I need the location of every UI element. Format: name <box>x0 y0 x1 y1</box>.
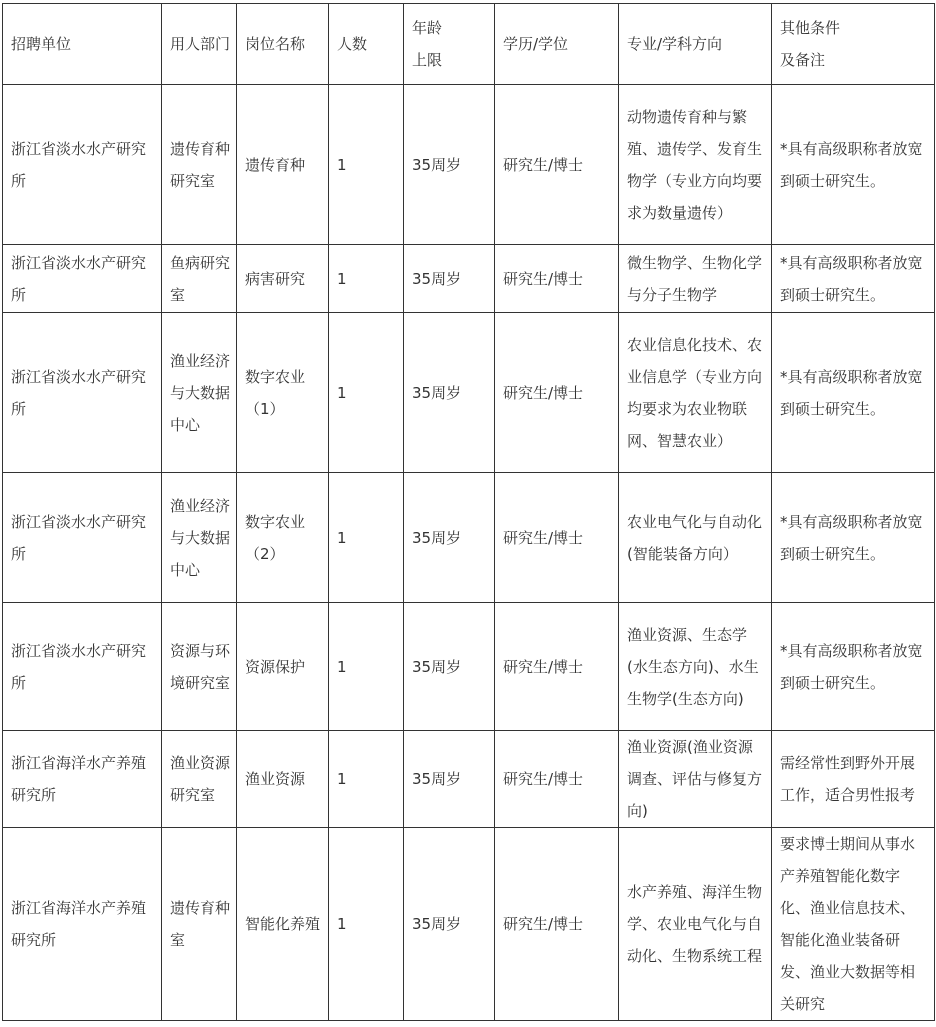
cell-major: 渔业资源、生态学(水生态方向)、水生生物学(生态方向) <box>619 603 772 731</box>
table-header-row <box>3 4 935 85</box>
cell-position: 病害研究 <box>237 245 329 313</box>
table-row <box>3 473 935 603</box>
table-row <box>3 828 935 1021</box>
cell-degree: 研究生/博士 <box>495 731 619 828</box>
cell-count: 1 <box>329 313 404 473</box>
cell-major: 微生物学、生物化学与分子生物学 <box>619 245 772 313</box>
cell-age: 35周岁 <box>404 473 495 603</box>
cell-count: 1 <box>329 603 404 731</box>
table-row <box>3 85 935 245</box>
cell-position: 渔业资源 <box>237 731 329 828</box>
cell-unit: 浙江省淡水水产研究所 <box>3 85 162 245</box>
cell-position: 数字农业（2） <box>237 473 329 603</box>
header-age <box>404 4 495 85</box>
cell-degree: 研究生/博士 <box>495 313 619 473</box>
cell-count: 1 <box>329 245 404 313</box>
cell-degree: 研究生/博士 <box>495 473 619 603</box>
cell-unit: 浙江省淡水水产研究所 <box>3 313 162 473</box>
cell-unit: 浙江省海洋水产养殖研究所 <box>3 828 162 1021</box>
header-major: 专业/学科方向 <box>619 4 772 85</box>
header-department: 用人部门 <box>162 4 237 85</box>
cell-degree: 研究生/博士 <box>495 828 619 1021</box>
cell-count: 1 <box>329 473 404 603</box>
cell-other: 要求博士期间从事水产养殖智能化数字化、渔业信息技术、智能化渔业装备研发、渔业大数据等相关研究 <box>772 828 935 1021</box>
cell-other: *具有高级职称者放宽到硕士研究生。 <box>772 603 935 731</box>
cell-other: *具有高级职称者放宽到硕士研究生。 <box>772 313 935 473</box>
cell-department: 渔业资源研究室 <box>162 731 237 828</box>
cell-degree: 研究生/博士 <box>495 245 619 313</box>
cell-department: 渔业经济与大数据中心 <box>162 473 237 603</box>
cell-other: *具有高级职称者放宽到硕士研究生。 <box>772 473 935 603</box>
recruitment-table <box>2 3 935 1021</box>
cell-count: 1 <box>329 85 404 245</box>
header-other-line2: 及备注 <box>780 51 826 69</box>
cell-other: *具有高级职称者放宽到硕士研究生。 <box>772 245 935 313</box>
cell-other: *具有高级职称者放宽到硕士研究生。 <box>772 85 935 245</box>
cell-major: 动物遗传育种与繁殖、遗传学、发育生物学（专业方向均要求为数量遗传） <box>619 85 772 245</box>
cell-position: 资源保护 <box>237 603 329 731</box>
cell-department: 资源与环境研究室 <box>162 603 237 731</box>
header-other <box>772 4 935 85</box>
cell-age: 35周岁 <box>404 245 495 313</box>
cell-department: 遗传育种室 <box>162 828 237 1021</box>
cell-department: 鱼病研究室 <box>162 245 237 313</box>
cell-major: 农业电气化与自动化(智能装备方向） <box>619 473 772 603</box>
header-count: 人数 <box>329 4 404 85</box>
cell-major: 农业信息化技术、农业信息学（专业方向均要求为农业物联网、智慧农业） <box>619 313 772 473</box>
cell-position: 遗传育种 <box>237 85 329 245</box>
cell-age: 35周岁 <box>404 828 495 1021</box>
header-degree: 学历/学位 <box>495 4 619 85</box>
cell-unit: 浙江省淡水水产研究所 <box>3 603 162 731</box>
cell-degree: 研究生/博士 <box>495 85 619 245</box>
cell-count: 1 <box>329 828 404 1021</box>
cell-age: 35周岁 <box>404 603 495 731</box>
header-unit: 招聘单位 <box>3 4 162 85</box>
header-age-line1: 年龄 <box>412 19 443 37</box>
table-row <box>3 603 935 731</box>
table-row <box>3 313 935 473</box>
cell-major: 渔业资源(渔业资源调查、评估与修复方向) <box>619 731 772 828</box>
cell-age: 35周岁 <box>404 731 495 828</box>
cell-age: 35周岁 <box>404 85 495 245</box>
cell-unit: 浙江省淡水水产研究所 <box>3 473 162 603</box>
header-other-line1: 其他条件 <box>780 19 841 37</box>
cell-department: 渔业经济与大数据中心 <box>162 313 237 473</box>
cell-unit: 浙江省淡水水产研究所 <box>3 245 162 313</box>
header-position: 岗位名称 <box>237 4 329 85</box>
cell-unit: 浙江省海洋水产养殖研究所 <box>3 731 162 828</box>
cell-degree: 研究生/博士 <box>495 603 619 731</box>
cell-age: 35周岁 <box>404 313 495 473</box>
cell-position: 数字农业（1） <box>237 313 329 473</box>
header-age-line2: 上限 <box>412 51 443 69</box>
cell-other: 需经常性到野外开展工作，适合男性报考 <box>772 731 935 828</box>
table-row <box>3 731 935 828</box>
cell-department: 遗传育种研究室 <box>162 85 237 245</box>
cell-position: 智能化养殖 <box>237 828 329 1021</box>
table-row <box>3 245 935 313</box>
cell-count: 1 <box>329 731 404 828</box>
cell-major: 水产养殖、海洋生物学、农业电气化与自动化、生物系统工程 <box>619 828 772 1021</box>
